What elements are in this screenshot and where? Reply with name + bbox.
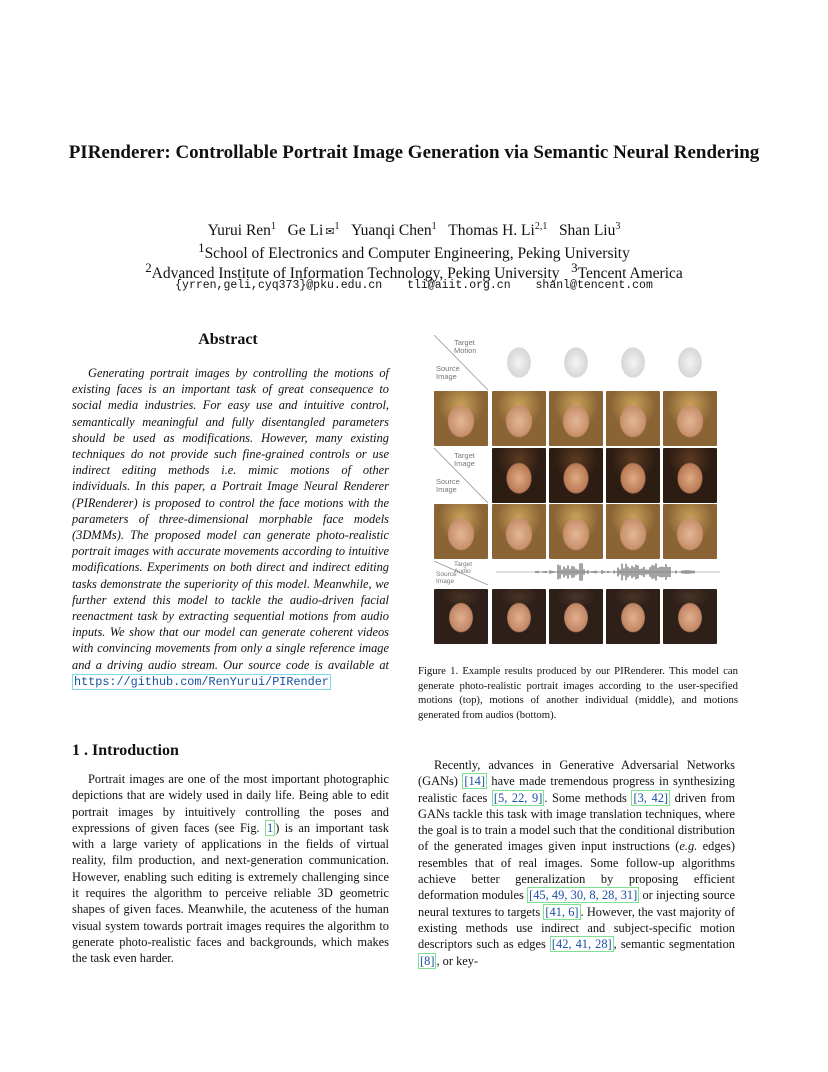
- citation-link[interactable]: [41, 6]: [545, 904, 579, 919]
- figure-1: [434, 335, 720, 647]
- citation-link[interactable]: [5, 22, 9]: [493, 790, 543, 805]
- target-portrait-2d: [663, 448, 717, 503]
- affiliation-3-text: Tencent America: [577, 265, 683, 283]
- figure-row-results-3: [434, 589, 720, 644]
- source-portrait-1: [434, 391, 488, 446]
- source-image-label-1: Source Image: [436, 364, 460, 381]
- email-tencent: shanl@tencent.com: [535, 279, 653, 292]
- author-name: Yurui Ren: [207, 222, 271, 240]
- author-affiliation-marker: 1: [270, 221, 276, 232]
- author-emails: [60, 279, 768, 292]
- face-mesh-3: [606, 335, 660, 390]
- result-portrait-3b: [549, 589, 603, 644]
- author-name: Ge Li: [287, 222, 324, 240]
- corresponding-author-icon: ✉: [325, 226, 335, 239]
- abstract-heading: Abstract: [198, 331, 258, 348]
- intro-heading: 1 . Introduction: [72, 742, 179, 759]
- affiliation-3-marker: 3: [571, 260, 578, 275]
- citation-link[interactable]: 1: [267, 820, 274, 835]
- body-text: , semantic segmentation: [613, 937, 735, 952]
- target-portrait-2b: [549, 448, 603, 503]
- figure-row-target-image: [434, 448, 720, 503]
- face-mesh-1: [492, 335, 546, 390]
- source-code-link[interactable]: https://github.com/RenYurui/PIRender: [74, 674, 329, 689]
- face-mesh-2: [549, 335, 603, 390]
- intro-column-1: [72, 771, 389, 967]
- source-portrait-3: [434, 589, 488, 644]
- target-image-label: Target Image: [454, 451, 475, 468]
- body-text: edges) resembles that of real images. Some follow-up algorithms achieve better generalization by proposing efficient deformation modules: [418, 839, 736, 903]
- row1-header-cell: [434, 335, 488, 390]
- target-motion-label: Target Motion: [454, 338, 477, 355]
- citation-link[interactable]: [8]: [420, 953, 435, 968]
- author-affiliation-marker: 3: [615, 221, 621, 232]
- target-portrait-2a: [492, 448, 546, 503]
- citation-link[interactable]: [3, 42]: [633, 790, 669, 805]
- email-aiit: tli@aiit.org.cn: [407, 279, 511, 292]
- result-portrait-1c: [606, 391, 660, 446]
- affiliation-1-marker: 1: [198, 240, 205, 255]
- result-portrait-1d: [663, 391, 717, 446]
- body-text: Portrait images are one of the most important photographic depictions that are widely used in daily life. Being able to edit portrait images by intuitively controlling the poses and expressions of given faces (see Fig.: [72, 772, 389, 835]
- figure-row-results-1: [434, 391, 720, 446]
- body-text: have made tremendous progress in synthesizing realistic faces: [418, 774, 735, 805]
- result-portrait-3d: [663, 589, 717, 644]
- abstract-body: [72, 365, 389, 690]
- result-portrait-2b: [549, 504, 603, 559]
- row3-header-cell: [434, 561, 488, 585]
- source-image-label-3: Source Image: [436, 571, 457, 585]
- affiliation-2-text: Advanced Institute of Information Technology, Peking University: [151, 265, 560, 283]
- body-text: . However, the vast majority of existing methods use indirect and subject-specific motion descriptors such as edges: [418, 904, 735, 952]
- result-portrait-3c: [606, 589, 660, 644]
- target-audio-label: Target Audio: [454, 561, 473, 575]
- result-portrait-2d: [663, 504, 717, 559]
- email-pku: {yrren,geli,cyq373}@pku.edu.cn: [175, 279, 383, 292]
- target-portrait-2c: [606, 448, 660, 503]
- italic-text: e.g.: [679, 839, 698, 854]
- body-text: Recently, advances in Generative Adversarial Networks (GANs): [418, 758, 735, 789]
- body-text: or injecting source neural textures to targets: [418, 888, 735, 919]
- figure-1-caption: Figure 1. Example results produced by our PIRenderer. This model can generate photo-realistic portrait images according to the user-specified motions (top), motions of another individual (middle), and motions generated from audios (bottom).: [418, 665, 738, 721]
- author-name: Yuanqi Chen: [351, 222, 432, 240]
- audio-waveform: [496, 563, 720, 581]
- figure-row-target-motion: [434, 335, 720, 390]
- source-portrait-2: [434, 504, 488, 559]
- citation-link[interactable]: [45, 49, 30, 8, 28, 31]: [529, 888, 638, 903]
- body-text: , or key-: [436, 953, 479, 968]
- result-portrait-3a: [492, 589, 546, 644]
- row2-header-cell: [434, 448, 488, 503]
- body-text: driven from GANs tackle this task with image translation techniques, where the goal is to train a model such that the conditional distribution of the generated images given input instructions (: [418, 790, 735, 854]
- source-image-label-2: Source Image: [436, 477, 460, 494]
- result-portrait-2a: [492, 504, 546, 559]
- result-portrait-2c: [606, 504, 660, 559]
- intro-column-2: [418, 757, 735, 969]
- body-text: . Some methods: [544, 790, 632, 805]
- result-portrait-1a: [492, 391, 546, 446]
- citation-link[interactable]: [42, 41, 28]: [551, 937, 612, 952]
- abstract-text: Generating portrait images by controlling the motions of existing faces is an important task of great consequence to social media industries. For easy use and intuitive control, semantically meaningful and fully disentangled parameters should be used as modifications. However, many existing techniques do not provide such fine-grained controls or use indirect editing methods i.e. mimic motions of other individuals. In this paper, a Portrait Image Neural Renderer (PIRenderer) is proposed to control the face motions with the parameters of three-dimensional morphable face models (3DMMs). The proposed model can generate photo-realistic portrait images with accurate movements according to intuitive modifications. Experiments on both direct and indirect editing tasks demonstrate the superiority of this model. Meanwhile, we further extend this model to tackle the audio-driven facial reenactment task by extracting sequential motions from audio inputs. We show that our model can generate coherent videos with convincing movements from only a single reference image and a driving audio stream. Our source code is available at: [72, 366, 389, 672]
- author-affiliation-marker: 1: [334, 221, 340, 232]
- result-portrait-1b: [549, 391, 603, 446]
- author-name: Shan Liu: [558, 222, 616, 240]
- author-affiliation-marker: 2,1: [534, 221, 548, 232]
- face-mesh-4: [663, 335, 717, 390]
- author-affiliation-marker: 1: [431, 221, 437, 232]
- body-text: ) is an important task with a large variety of applications in the fields of virtual reality, film production, and next-generation communication. However, enabling such editing is extremely challenging since it requires the algorithm to perceive reliable 3D geometric shapes of given faces. Meanwhile, the acuteness of the human visual system towards portrait images requires the algorithm to generate photo-realistic faces and backgrounds, which makes the task even harder.: [72, 820, 389, 966]
- citation-link[interactable]: [14]: [464, 774, 485, 789]
- author-name: Thomas H. Li: [448, 222, 535, 240]
- paper-title: PIRenderer: Controllable Portrait Image Generation via Semantic Neural Rendering: [68, 142, 760, 163]
- affiliation-2-marker: 2: [145, 260, 152, 275]
- affiliation-1-text: School of Electronics and Computer Engineering, Peking University: [204, 245, 630, 263]
- figure-row-results-2: [434, 504, 720, 559]
